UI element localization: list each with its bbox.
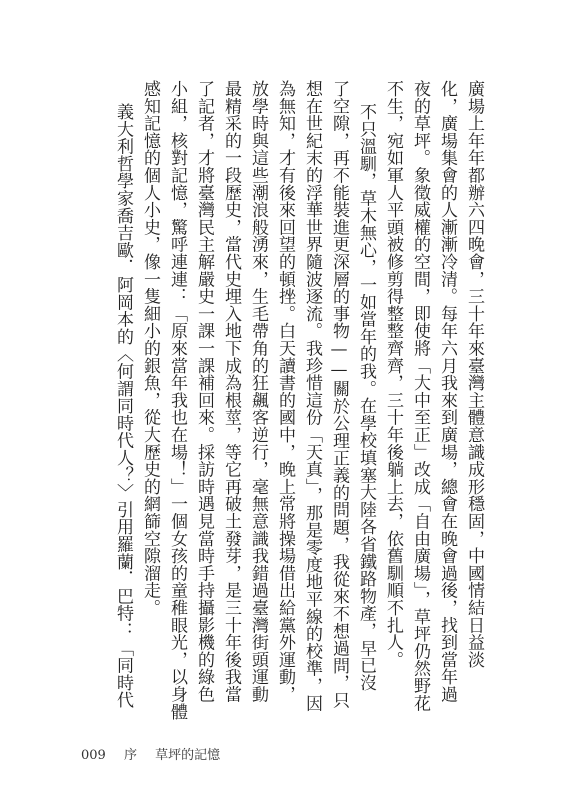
text-column-12: 小組，核對記憶，驚呼連連：「原來當年我也在場！」一個女孩的童稚眼光，以身體: [167, 80, 187, 721]
text-column-13: 感知記憶的個人小史，像一隻細小的銀魚，從大歷史的網篩空隙溜走。: [140, 80, 160, 617]
text-column-6: 了空隙，再不能裝進更深層的事物——關於公理正義的問題，我從來不想過問，只: [329, 80, 349, 709]
chapter-title: 草坪的記憶: [155, 748, 221, 763]
text-column-10: 最精采的一段歷史，當代史埋入地下成為根莖，等它再破土發芽，是三十年後我當: [221, 80, 241, 703]
text-column-14: 義大利哲學家喬吉歐．阿岡本的〈何謂同時代人？〉引用羅蘭．巴特：「同時代: [113, 103, 133, 709]
text-column-4: 不生，宛如軍人平頭被修剪得整整齊齊，三十年後躺上去，依舊馴順不扎人。: [383, 80, 403, 669]
page-footer: [81, 744, 220, 763]
text-column-11: 了記者，才將臺灣民主解嚴史一課一課補回來。採訪時遇見當時手持攝影機的綠色: [194, 80, 214, 703]
text-column-2: 化，廣場集會的人漸漸冷清。每年六月我來到廣場，總會在晚會過後，找到當年過: [437, 80, 457, 703]
text-column-3: 夜的草坪。象徵威權的空間，即使將「大中至正」改成「自由廣場」，草坪仍然野花: [410, 80, 430, 712]
section-label: 序: [123, 748, 137, 763]
text-column-8: 為無知，才有後來回望的頓挫。白天讀書的國中，晚上常將操場借出給黨外運動，: [275, 80, 295, 703]
text-column-7: 想在世紀末的浮華世界隨波逐流。我珍惜這份「天真」，那是零度地平線的校準，因: [302, 80, 322, 712]
text-column-5: 不只溫馴，草木無心，一如當年的我。在學校填塞大陸各省鐵路物產，早已沒: [356, 103, 376, 692]
page-number: 009: [81, 748, 106, 763]
text-column-9: 放學時與這些潮浪般湧來，生毛帶角的狂飆客逆行，毫無意識我錯過臺灣街頭運動: [248, 80, 268, 703]
text-column-1: 廣場上年年都辦六四晚會，三十年來臺灣主體意識成形穩固，中國情結日益淡: [464, 80, 484, 669]
